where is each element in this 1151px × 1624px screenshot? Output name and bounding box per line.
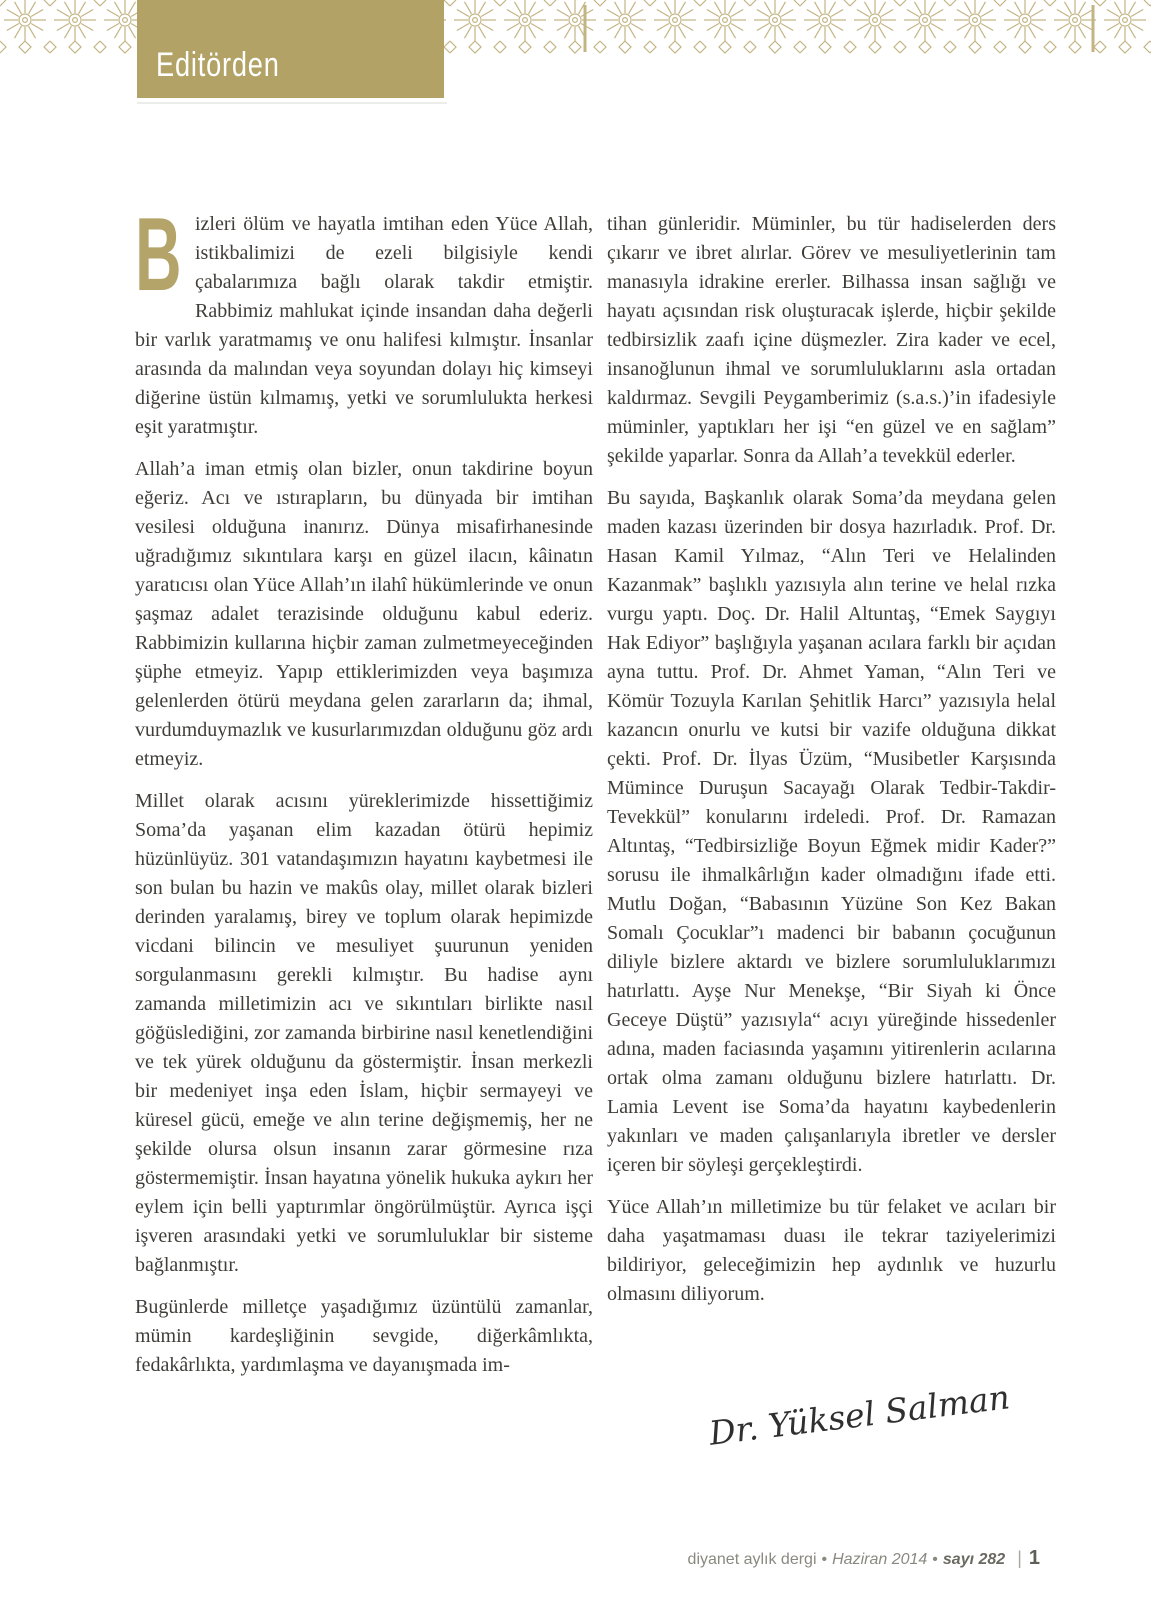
paragraph: Millet olarak acısını yüreklerimizde hissettiğimiz Soma’da yaşanan elim kazadan ötürü hepimiz hüzünlüyüz. 301 vatandaşımızın hayatını kaybetmesi ile son bulan bu hazin ve makûs olay, millet olarak bizleri derinden yaralamış, birey ve toplum olarak hepimizde vicdani bilincin ve mesuliyet şuurunun yeniden sorgulanmasını gerekli kılmıştır. Bu hadise aynı zamanda milletimizin acı ve sıkıntıları birlikte nasıl göğüslediğini, zor zamanda birbirine nasıl kenetlendiğini ve tek yürek olduğunu da göstermiştir. İnsan merkezli bir medeniyet inşa eden İslam, hiçbir sermayeyi ve küresel gücü, emeğe ve alın terine değişmemiş, her ne şekilde olursa olsun insanın zarar görmesine rıza göstermemiştir. İnsan hayatına yönelik hukuka aykırı her eylem için belli yaptırımlar öngörülmüştür. Ayrıca işçi işveren arasındaki yetki ve sorumluluklar bir sisteme bağlanmıştır. [135,790,593,1276]
paragraph: Yüce Allah’ın milletimize bu tür felaket ve acıları bir daha yaşatmaması duası ile tekrar taziyelerimizi bildiriyor, geleceğimizin hep aydınlık ve huzurlu olmasını diliyorum. [607,1196,1056,1305]
banner-underline [137,102,447,104]
page-title: Editörden [156,46,280,84]
footer-page-number: 1 [1028,1547,1040,1569]
right-column [607,210,1056,1322]
left-column [135,197,593,1393]
paragraph: Bizleri ölüm ve hayatla imtihan eden Yüce Allah, istikbalimizi de ezeli bilgisiyle kendi çabalarımıza bağlı olarak takdir etmiştir. Rabbimiz mahlukat içinde insandan daha değerli bir varlık yaratmamış ve onu halifesi kılmıştır. İnsanlar arasında da malından veya soyundan dolayı hiç kimseyi diğerine üstün kılmamış, yetki ve sorumlulukta herkesi eşit yaratmıştır. [135,197,593,438]
paragraph: Bugünlerde milletçe yaşadığımız üzüntülü zamanlar, mümin kardeşliğinin sevgide, diğerkâmlıkta, fedakârlıkta, yardımlaşma ve dayanışmada im- [135,1296,593,1376]
editor-signature: Dr. Yüksel Salman [706,1377,1012,1453]
footer-separator-dot: • [932,1551,938,1568]
footer-divider-bar: | [1017,1548,1022,1568]
footer-date: Haziran 2014 [832,1551,928,1568]
dropcap-letter: B [135,197,182,313]
paragraph: Bu sayıda, Başkanlık olarak Soma’da meydana gelen maden kazası üzerinden bir dosya hazırladık. Prof. Dr. Hasan Kamil Yılmaz, “Alın Teri ve Helalinden Kazanmak” başlıklı yazısıyla alın terine ve helal rızka vurgu yaptı. Doç. Dr. Halil Altuntaş, “Emek Saygıyı Hak Ediyor” başlığıyla yaşanan acılara farklı bir açıdan ayna tuttu. Prof. Dr. Ahmet Yaman, “Alın Teri ve Kömür Tozuyla Karılan Şehitlik Harcı” yazısıyla helal kazancın onurlu ve kutsi bir vazife olduğuna dikkat çekti. Prof. Dr. İlyas Üzüm, “Musibetler Karşısında Mümince Duruşun Sacayağı Olarak Tedbir-Takdir-Tevekkül” konularını irdeledi. Prof. Dr. Ramazan Altıntaş, “Tedbirsizliğe Boyun Eğmek midir Kader?” sorusu ile ihmalkârlığın kader olmadığını ifade etti. Mutlu Doğan, “Babasının Yüzüne Son Kez Bakan Somalı Çocuklar”ı madenci bir babanın çocuğunun diliyle bizlere aktardı ve bizlere sorumluluklarımızı hatırlattı. Ayşe Nur Menekşe, “Bir Siyah ki Önce Geceye Düştü” yazısıyla“ acıyı yüreğinde hissedenler adına, maden faciasında yaşamını yitirenlerin acılarına ortak olma zamanı olduğunu bizlere hatırlattı. Dr. Lamia Levent ise Soma’da hayatını kaybedenlerin yakınları ve maden çalışanlarıyla ibretler ve dersler içeren bir söyleşi gerçekleştirdi. [607,487,1056,1176]
footer-magazine-name: diyanet aylık dergi [687,1551,817,1568]
footer [0,1547,1040,1570]
footer-issue: sayı 282 [942,1551,1006,1568]
section-banner [137,0,444,98]
paragraph: Allah’a iman etmiş olan bizler, onun takdirine boyun eğeriz. Acı ve ıstırapların, bu dünyada bir imtihan vesilesi olduğuna inanırız. Dünya misafirhanesinde uğradığımız sıkıntılara karşı en güzel ilacın, kâinatın yaratıcısı olan Yüce Allah’ın ilahî hükümlerinde ve onun şaşmaz adalet terazisinde olduğunu kabul ederiz. Rabbimizin kullarına hiçbir zaman zulmetmeyeceğinden şüphe etmeyiz. Yapıp ettiklerimizden veya başımıza gelenlerden ötürü meydana gelen zararların da; ihmal, vurdumduymazlık ve kusurlarımızdan olduğunu göz ardı etmeyiz. [135,458,593,770]
paragraph: tihan günleridir. Müminler, bu tür hadiselerden ders çıkarır ve ibret alırlar. Görev ve mesuliyetlerinin tam manasıyla idrakine ererler. Bilhassa insan sağlığı ve hayatı açısından risk oluşturacak işlerde, hiçbir şekilde tedbirsizlik zaafı içine düşmezler. Zira kader ve ecel, insanoğlunun ihmal ve sorumluluklarını asla ortadan kaldırmaz. Sevgili Peygamberimiz (s.a.s.)’in ifadesiyle müminler, yaptıkları her işi “en güzel ve en sağlam” şekilde yaparlar. Sonra da Allah’a tevekkül ederler. [607,213,1056,467]
footer-separator-dot: • [821,1551,828,1568]
